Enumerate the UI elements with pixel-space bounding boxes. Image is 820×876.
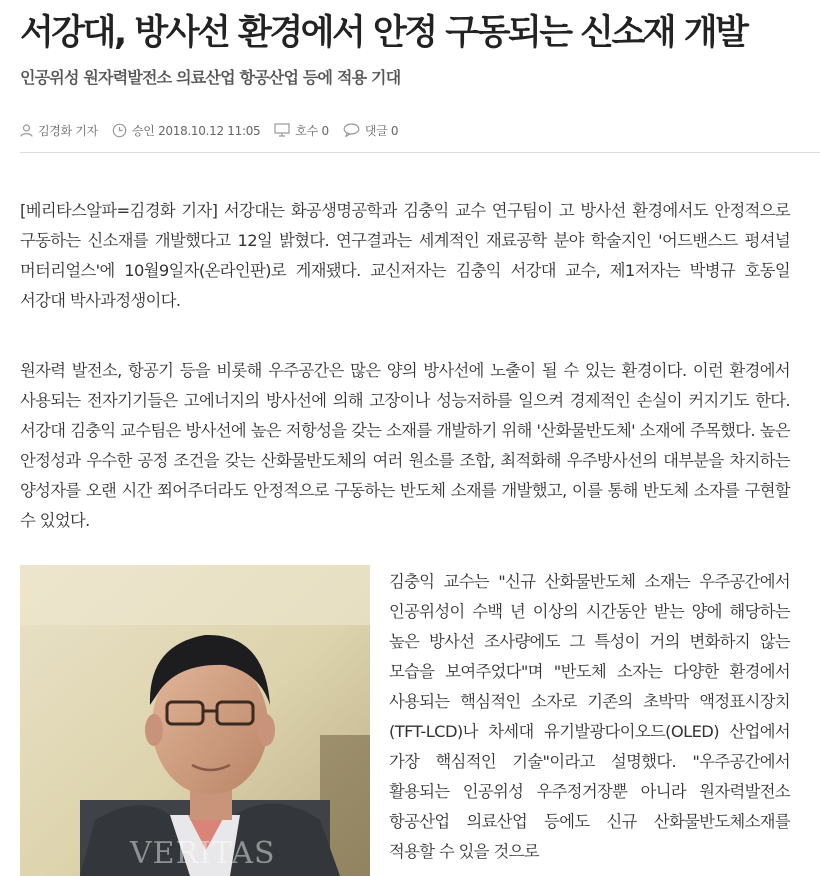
article-meta-bar — [20, 120, 820, 140]
article-subheadline: 인공위성 원자력발전소 의료산업 항공산업 등에 적용 기대 — [20, 68, 401, 87]
header-divider — [20, 152, 820, 153]
approved-datetime: 승인 2018.10.12 11:05 — [131, 123, 261, 138]
issue-number: 호수 0 — [295, 123, 329, 138]
photo-watermark: VERITAS — [130, 836, 276, 871]
clock-icon — [112, 123, 127, 138]
user-icon — [20, 124, 33, 137]
meta-comments[interactable] — [343, 122, 398, 139]
comment-count: 댓글 0 — [364, 123, 399, 138]
meta-author[interactable] — [20, 122, 98, 139]
article-paragraph-2: 원자력 발전소, 항공기 등을 비롯해 우주공간은 많은 양의 방사선에 노출이 될 수 있는 환경이다. 이런 환경에서 사용되는 전자기기들은 고에너지의 방사선에 의해 고장이나 성능저하를 일으켜 경제적인 손실이 커지기도 한다. 서강대 김충익 교수팀은 방사선에 높은 저항성을 갖는 소재를 개발하기 위해 '산화물반도체' 소재에 주목했다. 높은 안정성과 우수한 공정 조건을 갖는 산화물반도체의 여러 원소를 조합, 최적화해 우주방사선의 대부분을 차지하는 양성자를 오랜 시간 쬐어주더라도 안정적으로 구동하는 반도체 소재를 개발했고, 이를 통해 반도체 소자를 구현할 수 있었다. — [20, 361, 790, 530]
author-name: 김경화 기자 — [38, 123, 98, 138]
meta-approved — [112, 122, 260, 139]
article-paragraph-1: [베리타스알파=김경화 기자] 서강대는 화공생명공학과 김충익 교수 연구팀이 고 방사선 환경에서도 안정적으로 구동하는 신소재를 개발했다고 12일 밝혔다. 연구결과는 세계적인 재료공학 분야 학술지인 '어드밴스드 펑셔널 머터리얼스'에 10월9일자(온라인판)로 게재됐다. 교신저자는 김충익 서강대 교수, 제1저자는 박병규 호동일 서강대 박사과정생이다. — [20, 201, 790, 310]
professor-photo — [20, 565, 370, 876]
comment-icon — [343, 123, 360, 137]
article-headline: 서강대, 방사선 환경에서 안정 구동되는 신소재 개발 — [20, 13, 747, 53]
meta-issue[interactable] — [274, 122, 328, 139]
monitor-icon — [274, 123, 290, 137]
professor-photo-illustration — [20, 565, 370, 876]
article-paragraph-3: 김충익 교수는 "신규 산화물반도체 소재는 우주공간에서 인공위성이 수백 년 이상의 시간동안 받는 양에 해당하는 높은 방사선 조사량에도 그 특성이 거의 변화하지 않는 모습을 보여주었다"며 "반도체 소자는 다양한 환경에서 사용되는 핵심적인 소자로 기존의 초박막 액정표시장치(TFT-LCD)나 차세대 유기발광다이오드(OLED) 산업에서 가장 핵심적인 기술"이라고 설명했다. "우주공간에서 활용되는 인공위성 우주정거장뿐 아니라 원자력발전소 항공산업 의료산업 등에도 신규 산화물반도체소재를 적용할 수 있을 것으로 — [389, 572, 790, 861]
